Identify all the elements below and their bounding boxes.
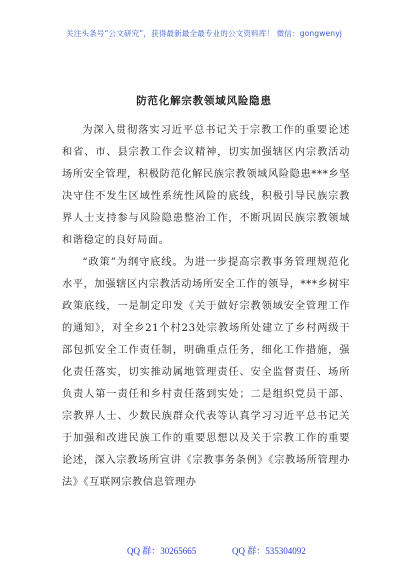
paragraph-2: “政策”为纲守底线。为进一步提高宗教事务管理规范化水平，加强辖区内宗教活动场所安全工作的领导，***乡树牢政策底线，一是制定印发《关于做好宗教领域安全管理工作的通知》，对全乡21个村23处宗教场所处建立了乡村两级干部包抓安全工作责任制，明确重点任务，细化工作措施，强化责任落实，切实推动属地管理责任、安全监督责任、场所负责人第一责任和乡村责任落到实处；二是组织党员干部、宗教界人士、少数民族群众代表等认真学习习近平总书记关于加强和改进民族工作的重要思想以及关于宗教工作的重要论述，深入宗教场所宣讲《宗教事务条例》《宗教场所管理办法》《互联网宗教信息管理办: [62, 257, 350, 488]
document-body: [62, 120, 350, 494]
document-title: 防范化解宗教领域风险隐患: [136, 95, 272, 107]
footer-qq-group-right: QQ 群：535304092: [232, 546, 306, 556]
footer: [0, 544, 408, 560]
footer-qq-group-left: QQ 群：30265665: [127, 546, 197, 556]
header-banner: 关注头条号“公文研究”，获得最新最全最专业的公文资料库！ 微信：gongwenyj: [66, 29, 342, 38]
paragraph-1: 为深入贯彻落实习近平总书记关于宗教工作的重要论述和省、市、县宗教工作会议精神，切实加强辖区内宗教活动场所安全管理，积极防范化解民族宗教领域风险隐患***乡坚决守住不发生区域性系统性风险的底线，积极引导民族宗教界人士支持参与风险隐患整治工作，不断巩固民族宗教领域和谐稳定的良好局面。: [62, 125, 350, 246]
